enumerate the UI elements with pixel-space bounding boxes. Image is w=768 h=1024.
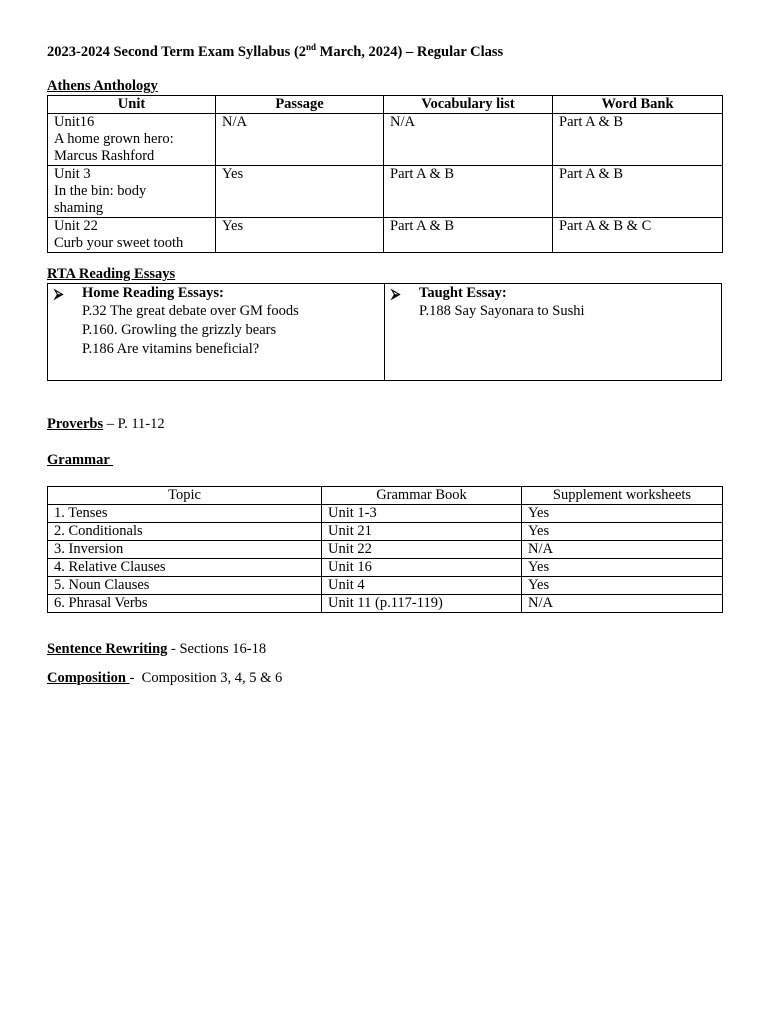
unit-cell: Unit 3 In the bin: body shaming <box>48 166 216 218</box>
grammar-col-book: Grammar Book <box>322 487 522 505</box>
grammar-header-row <box>48 487 723 505</box>
home-reading-label: Home Reading Essays: <box>82 285 224 301</box>
unit-cell: Unit 22 Curb your sweet tooth <box>48 218 216 253</box>
list-item: P.32 The great debate over GM foods <box>82 303 299 320</box>
sentence-rewriting-text: - Sections 16-18 <box>167 641 267 657</box>
proverbs-text: – P. 11-12 <box>103 416 165 432</box>
list-item: P.160. Growling the grizzly bears <box>82 322 277 339</box>
passage-cell: N/A <box>216 114 384 166</box>
anthology-heading: Athens Anthology <box>47 78 158 94</box>
sentence-rewriting-line <box>47 641 266 658</box>
proverbs-line <box>47 416 165 433</box>
table-row: 4. Relative Clauses Unit 16 Yes <box>48 559 723 577</box>
anthology-table <box>47 95 723 253</box>
table-row <box>48 218 723 253</box>
rta-essays-box <box>47 283 722 381</box>
grammar-heading: Grammar <box>47 452 114 468</box>
composition-text: - Composition 3, 4, 5 & 6 <box>129 670 283 686</box>
anthology-col-passage: Passage <box>216 96 384 114</box>
composition-label: Composition <box>47 670 130 686</box>
vocab-cell: Part A & B <box>384 166 553 218</box>
home-reading-column <box>48 284 384 380</box>
arrow-bullet-icon: ⮚ <box>391 285 401 301</box>
arrow-bullet-icon: ⮚ <box>54 285 64 301</box>
taught-essay-label: Taught Essay: <box>419 285 507 301</box>
rta-heading: RTA Reading Essays <box>47 266 176 282</box>
anthology-col-vocab: Vocabulary list <box>384 96 553 114</box>
wordbank-cell: Part A & B & C <box>553 218 723 253</box>
taught-essay-column <box>384 284 721 380</box>
unit-cell: Unit16 A home grown hero: Marcus Rashford <box>48 114 216 166</box>
table-row <box>48 166 723 218</box>
anthology-col-wordbank: Word Bank <box>553 96 723 114</box>
proverbs-label: Proverbs <box>47 416 104 432</box>
table-row: 5. Noun Clauses Unit 4 Yes <box>48 577 723 595</box>
list-item: P.188 Say Sayonara to Sushi <box>419 303 585 320</box>
vocab-cell: Part A & B <box>384 218 553 253</box>
table-row: 1. Tenses Unit 1-3 Yes <box>48 505 723 523</box>
table-row: 6. Phrasal Verbs Unit 11 (p.117-119) N/A <box>48 595 723 613</box>
anthology-header-row <box>48 96 723 114</box>
grammar-col-topic: Topic <box>48 487 322 505</box>
grammar-col-worksheets: Supplement worksheets <box>522 487 723 505</box>
passage-cell: Yes <box>216 166 384 218</box>
document-title: 2023-2024 Second Term Exam Syllabus (2nd March, 2024) – Regular Class <box>47 42 504 60</box>
vocab-cell: N/A <box>384 114 553 166</box>
table-row <box>48 114 723 166</box>
passage-cell: Yes <box>216 218 384 253</box>
list-item: P.186 Are vitamins beneficial? <box>82 341 260 358</box>
sentence-rewriting-label: Sentence Rewriting <box>47 641 168 657</box>
wordbank-cell: Part A & B <box>553 114 723 166</box>
grammar-table <box>47 486 723 613</box>
wordbank-cell: Part A & B <box>553 166 723 218</box>
table-row: 3. Inversion Unit 22 N/A <box>48 541 723 559</box>
composition-line <box>47 670 282 687</box>
table-row: 2. Conditionals Unit 21 Yes <box>48 523 723 541</box>
anthology-col-unit: Unit <box>48 96 216 114</box>
